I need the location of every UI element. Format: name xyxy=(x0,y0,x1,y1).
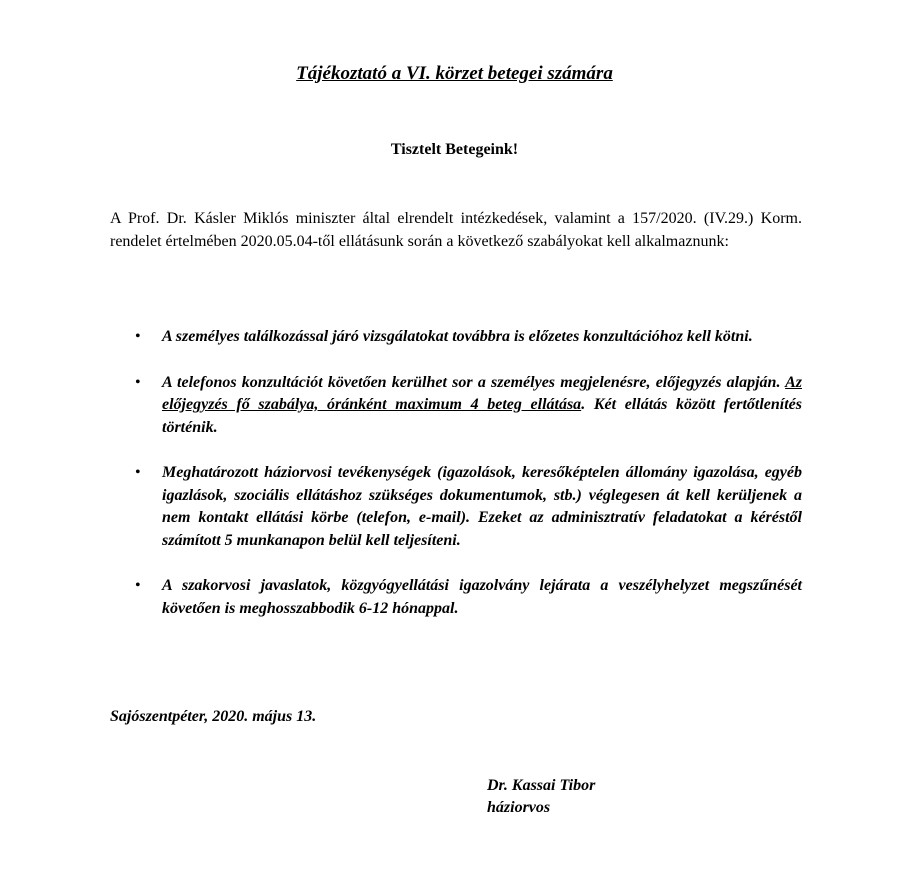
list-item xyxy=(110,372,802,440)
list-item-text: A szakorvosi javaslatok, közgyógyellátási igazolvány lejárata a veszélyhelyzet megszűnését követően is meghosszabbodik 6-12 hónappal. xyxy=(162,577,802,617)
intro-paragraph: A Prof. Dr. Kásler Miklós miniszter által elrendelt intézkedések, valamint a 157/2020. (IV.29.) Korm. rendelet értelmében 2020.05.04-től ellátásunk során a következő szabályokat kell alkalmaznunk: xyxy=(110,210,802,250)
list-item-text: A telefonos konzultációt követően kerülhet sor a személyes megjelenésre, előjegyzés alapján. xyxy=(162,373,786,391)
list-item-text: Meghatározott háziorvosi tevékenységek (igazolások, keresőképtelen állomány igazolása, egyéb igazlások, szociális ellátáshoz szükséges dokumentumok, stb.) véglegesen át kell kerüljenek a nem kontakt ellátási körbe (telefon, e-mail). Ezeket az adminisztratív feladatokat a kéréstől számított 5 munkanapon belül kell teljesíteni. xyxy=(162,464,802,549)
rules-list xyxy=(110,326,802,643)
bullet-icon: • xyxy=(135,328,141,345)
bullet-icon: • xyxy=(135,464,141,481)
list-item xyxy=(110,462,802,552)
place-date: Sajószentpéter, 2020. május 13. xyxy=(110,708,317,725)
bullet-icon: • xyxy=(135,577,141,594)
underlined-rule-text: Az előjegyzés fő szabálya, óránként maximum 4 beteg ellátása xyxy=(162,373,802,413)
list-item-text: . Két ellátás között fertőtlenítés történik. xyxy=(162,396,802,436)
signature-block xyxy=(487,775,595,819)
greeting: Tisztelt Betegeink! xyxy=(390,141,519,158)
bullet-icon: • xyxy=(135,373,141,391)
signature-role: háziorvos xyxy=(487,799,551,816)
signature-name: Dr. Kassai Tibor xyxy=(487,777,596,794)
document-title: Tájékoztató a VI. körzet betegei számára xyxy=(296,63,613,84)
list-item-text: A személyes találkozással járó vizsgálatokat továbbra is előzetes konzultációhoz kell kötni. xyxy=(162,328,753,345)
list-item xyxy=(110,326,802,349)
list-item xyxy=(110,575,802,620)
